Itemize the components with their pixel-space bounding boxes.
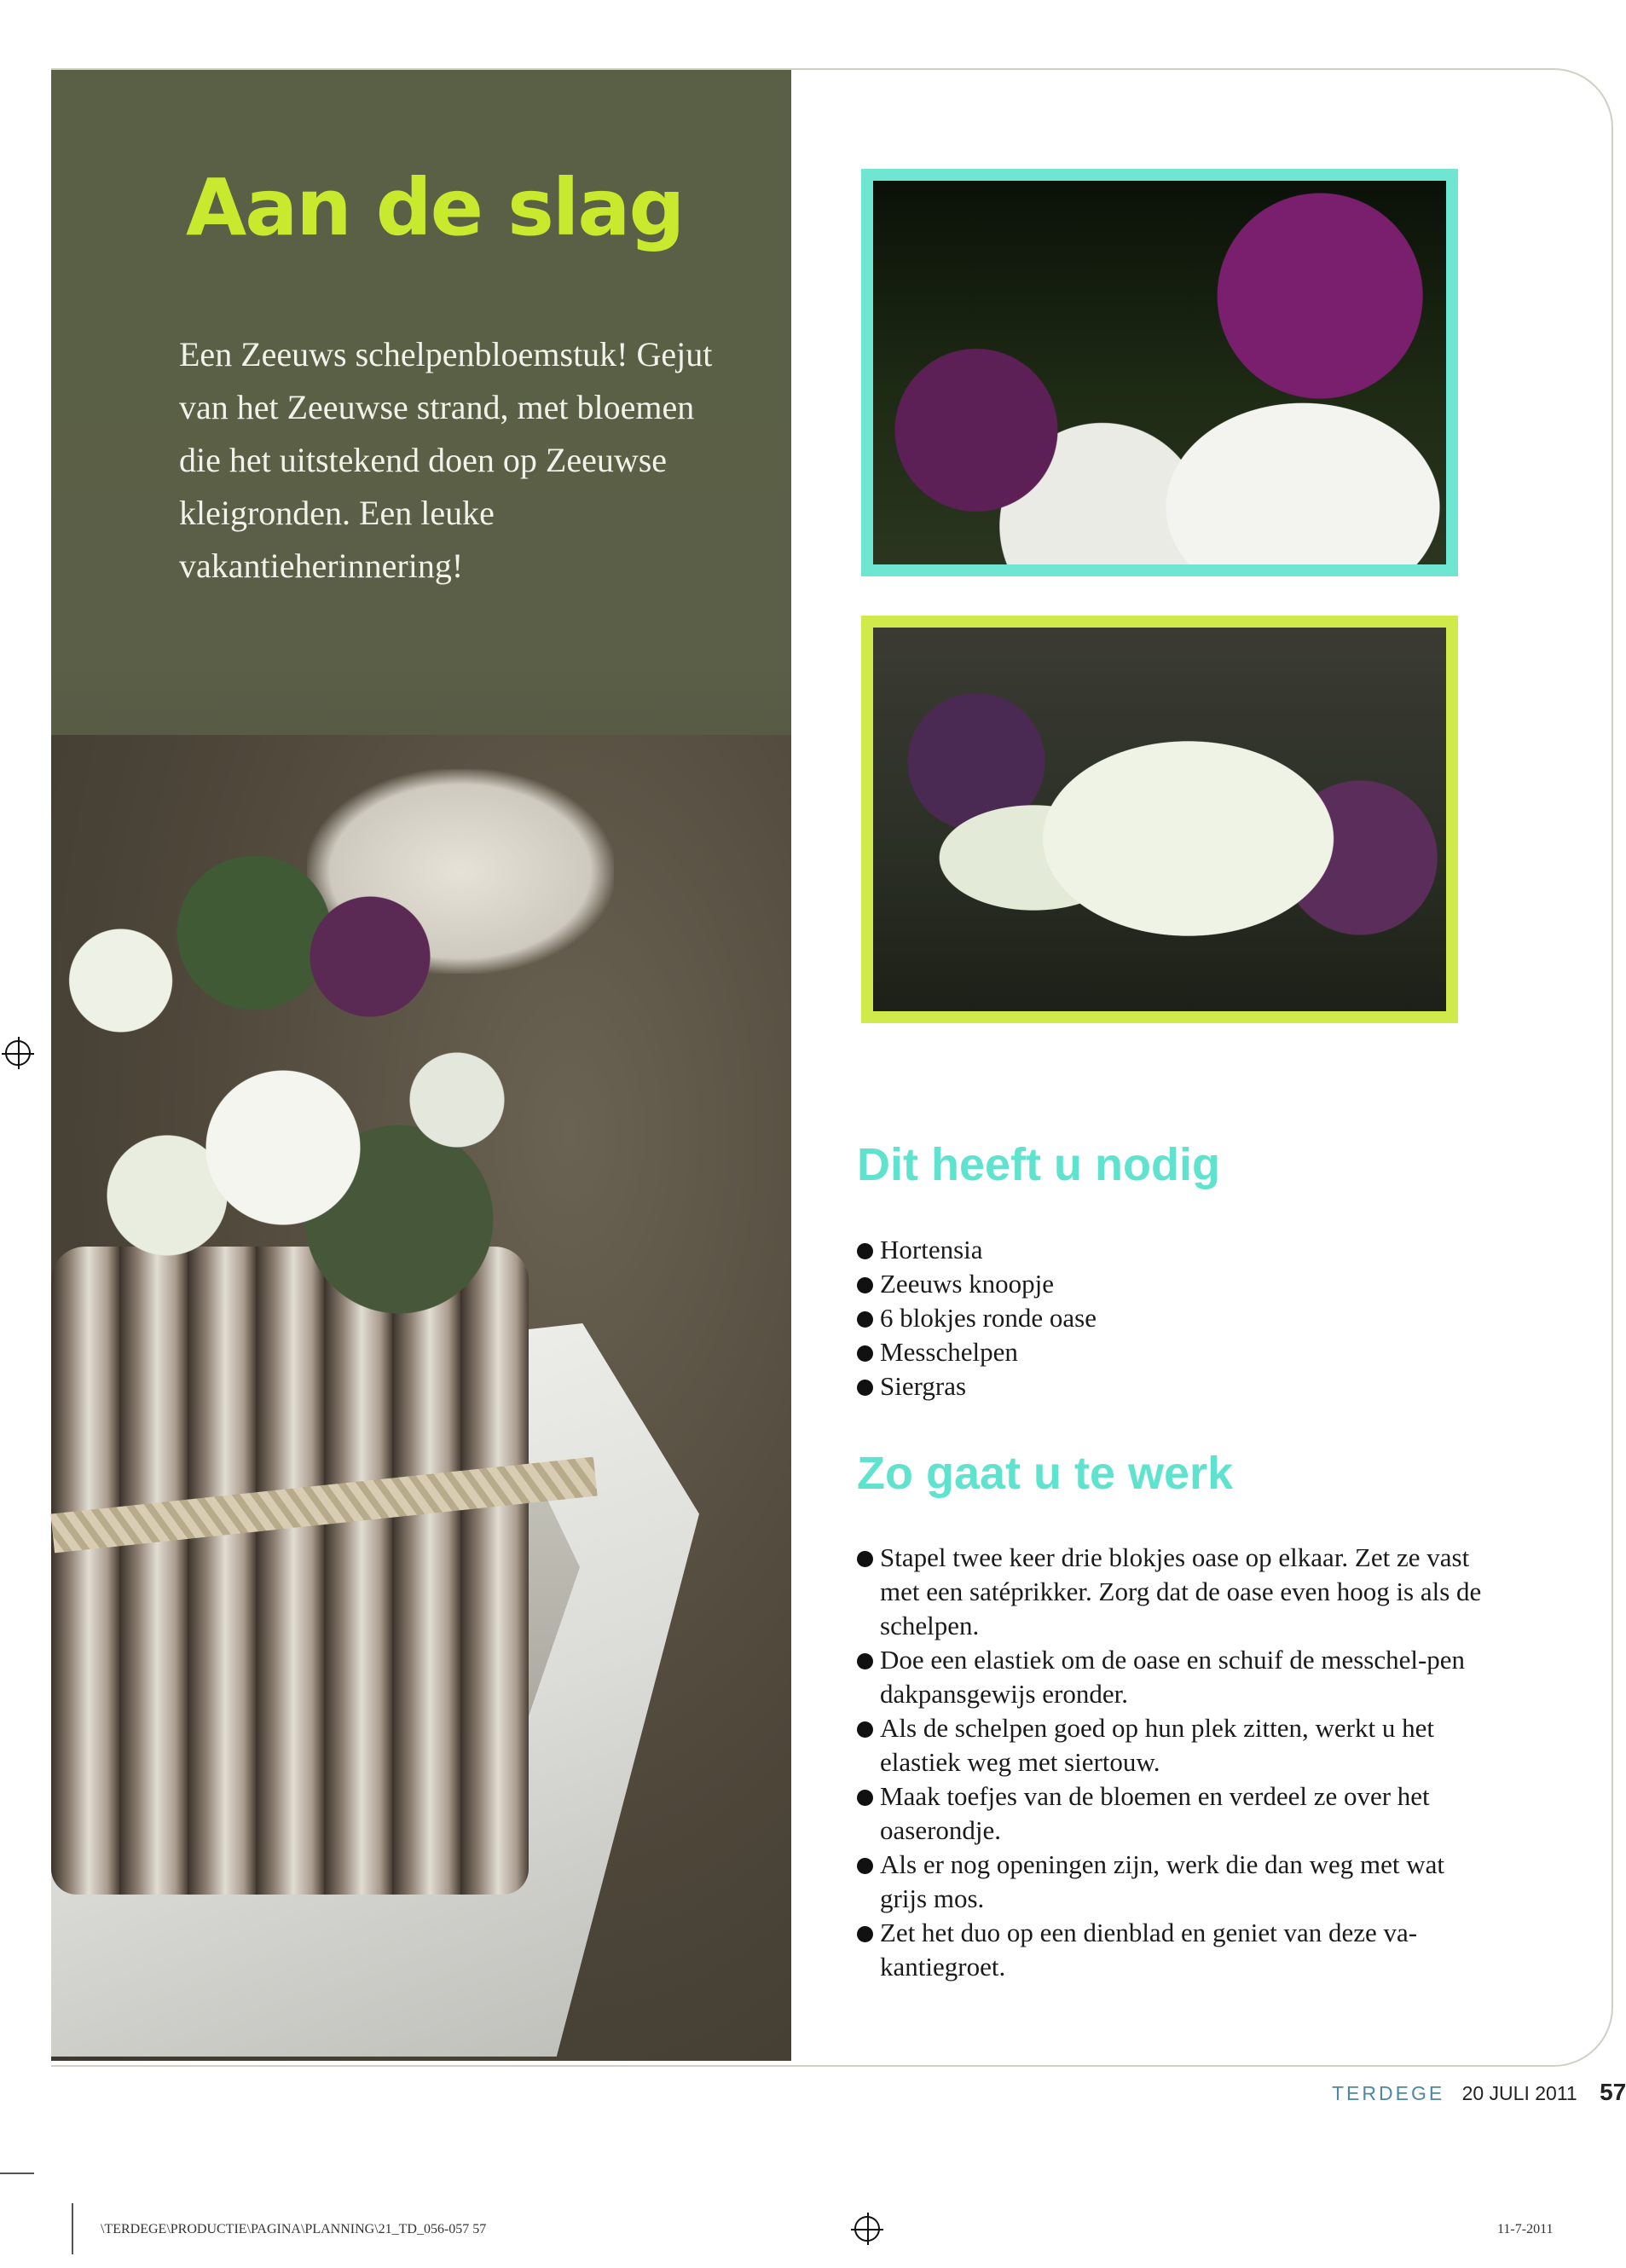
flower-closeup-photo-2 — [873, 628, 1446, 1011]
list-item: Zeeuws knoopje — [857, 1267, 1097, 1301]
bullet-icon — [857, 1721, 873, 1738]
photo-razor-shells — [51, 1247, 529, 1895]
page-title: Aan de slag — [186, 162, 684, 253]
list-item: Hortensia — [857, 1233, 1097, 1267]
needs-list — [857, 1233, 1097, 1403]
bullet-icon — [857, 1551, 873, 1567]
magazine-name: TERDEGE — [1332, 2082, 1445, 2104]
list-item: 6 blokjes ronde oase — [857, 1301, 1097, 1335]
issue-date: 20 JULI 2011 — [1461, 2082, 1577, 2104]
photo-frame-bottom — [861, 616, 1458, 1023]
bullet-icon — [857, 1311, 873, 1328]
bullet-icon — [857, 1858, 873, 1874]
slug-file-path: \TERDEGE\PRODUCTIE\PAGINA\PLANNING\21_TD_056-057 57 — [101, 2222, 487, 2236]
bullet-icon — [857, 1380, 873, 1396]
page-number: 57 — [1600, 2079, 1626, 2105]
slug-date: 11-7-2011 — [1497, 2222, 1554, 2236]
bullet-icon — [857, 1790, 873, 1806]
list-item: Maak toefjes van de bloemen en verdeel ze over het oaserondje. — [857, 1779, 1488, 1848]
crop-mark — [0, 2173, 34, 2174]
list-item: Als er nog openingen zijn, werk die dan weg met wat grijs mos. — [857, 1848, 1488, 1916]
bullet-icon — [857, 1345, 873, 1362]
list-item: Stapel twee keer drie blokjes oase op elkaar. Zet ze vast met een satéprikker. Zorg dat de oase even hoog is als de schelpen. — [857, 1541, 1488, 1643]
registration-mark-icon — [854, 2216, 880, 2242]
photo-frame-top — [861, 169, 1458, 576]
list-item: Als de schelpen goed op hun plek zitten, werkt u het elastiek weg met siertouw. — [857, 1711, 1488, 1779]
bullet-icon — [857, 1277, 873, 1293]
registration-mark-icon — [5, 1040, 31, 1066]
list-item: Zet het duo op een dienblad en geniet van deze va-kantiegroet. — [857, 1916, 1488, 1984]
crop-mark — [72, 2203, 73, 2254]
list-item: Siergras — [857, 1369, 1097, 1403]
steps-list — [857, 1541, 1488, 1984]
needs-heading: Dit heeft u nodig — [857, 1139, 1220, 1190]
bullet-icon — [857, 1926, 873, 1942]
intro-text: Een Zeeuws schelpenbloemstuk! Gejut van het Zeeuwse strand, met bloemen die het uitstekend doen op Zeeuwse kleigronden. Een leuke vakantieherinnering! — [179, 335, 713, 585]
photo-flowers — [51, 837, 631, 1315]
page-footer — [1332, 2079, 1626, 2106]
list-item: Doe een elastiek om de oase en schuif de messchel-pen dakpansgewijs eronder. — [857, 1643, 1488, 1711]
flower-closeup-photo-1 — [873, 181, 1446, 564]
bullet-icon — [857, 1653, 873, 1669]
bullet-icon — [857, 1243, 873, 1259]
steps-heading: Zo gaat u te werk — [857, 1448, 1234, 1499]
list-item: Messchelpen — [857, 1335, 1097, 1369]
